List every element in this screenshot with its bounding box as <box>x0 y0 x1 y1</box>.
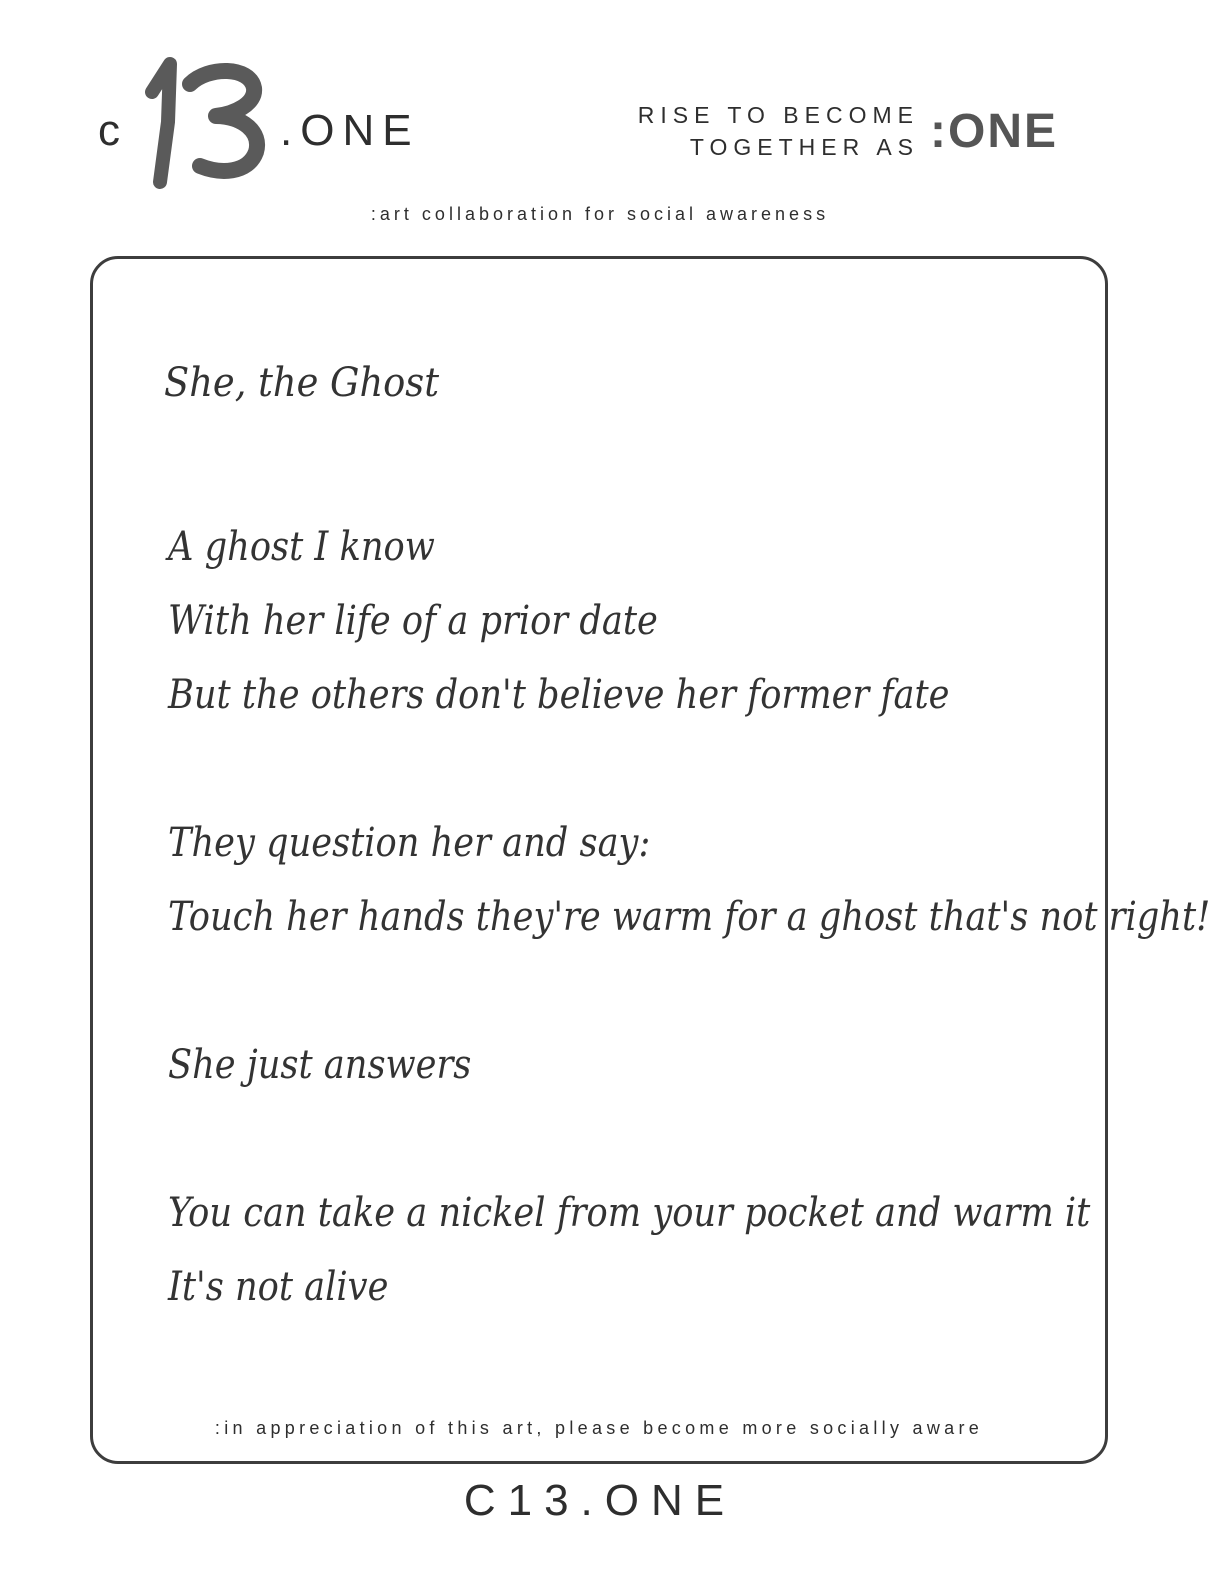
footer-logo: C13.ONE <box>463 1476 737 1525</box>
poem-line: They question her and say: <box>168 820 651 866</box>
poem-line: It's not alive <box>168 1264 389 1310</box>
poem-line: But the others don't believe her former fate <box>168 672 950 718</box>
logo-prefix: c <box>98 106 122 155</box>
poem-title: She, the Ghost <box>164 360 439 406</box>
poem-line: With her life of a prior date <box>168 598 658 644</box>
logo-suffix: .ONE <box>280 106 420 155</box>
poem-line: She just answers <box>168 1042 472 1088</box>
subtitle: :art collaboration for social awareness <box>370 204 830 224</box>
stanza-gap <box>168 732 1068 806</box>
tagline-one: :ONE <box>930 105 1058 158</box>
stanza-gap <box>168 954 1068 1028</box>
appreciation-note: :in appreciation of this art, please become more socially aware <box>214 1418 984 1438</box>
logo-number: 13 <box>138 39 156 56</box>
poem-line: A ghost I know <box>168 524 435 570</box>
poem-body <box>168 510 1210 1324</box>
brand-logo <box>98 39 458 197</box>
stanza-gap <box>168 1102 1068 1176</box>
poem-line: You can take a nickel from your pocket and warm it <box>168 1190 1091 1236</box>
tagline <box>638 99 919 163</box>
logo-number-13-brush <box>138 39 288 192</box>
poem-line: Touch her hands they're warm for a ghost that's not right! <box>168 894 1210 940</box>
tagline-line-1: RISE TO BECOME <box>637 102 919 128</box>
tagline-line-2: TOGETHER AS <box>689 134 919 160</box>
